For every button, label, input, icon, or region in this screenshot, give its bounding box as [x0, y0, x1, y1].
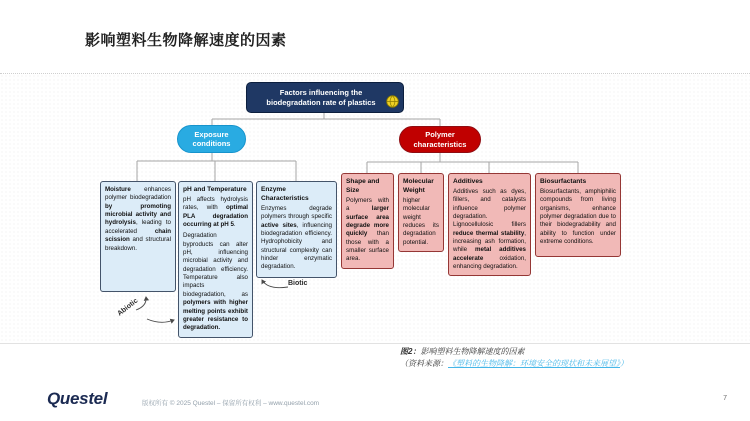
source-link[interactable]: 《塑料的生物降解：环境安全的现状和未来展望》: [448, 358, 620, 368]
moisture-text: Moisture enhances polymer biodegradation by promoting microbial activity and hydrolysis, leading to accelerated chain scission and structural breakdown.: [105, 186, 171, 252]
enzyme-characteristics-box: [256, 181, 337, 278]
abiotic-arrow-right: [147, 319, 174, 322]
shape-size-title: Shape and Size: [346, 178, 380, 194]
biosurfactants-title: Biosurfactants: [540, 178, 587, 185]
shape-size-box: [341, 173, 394, 269]
ph-temperature-title: pH and Temperature: [183, 186, 247, 193]
additives-text: Additives such as dyes, fillers, and catalysts influence polymer degradation. Lignocellulosic fillers reduce thermal stability, increasing ash formation, while metal additives accelerate oxidation, enhancing degradation.: [453, 187, 526, 271]
copyright-text: 版权所有 © 2025 Questel – 保留所有权利 – www.questel.com: [142, 400, 320, 407]
additives-title: Additives: [453, 178, 483, 185]
ph-temperature-box: [178, 181, 253, 338]
shape-size-text: Polymers with a larger surface area degrade more quickly than those with a smaller surface area.: [346, 196, 389, 263]
ph-temperature-text-2: Degradation byproducts can alter pH, influencing microbial activity and degradation efficiency. Temperature also impacts biodegradation, as polymers with higher melting points exhibit greater resistance to degradation.: [183, 232, 248, 332]
page-number: 7: [723, 395, 727, 402]
molecular-weight-text: higher molecular weight reduces its degradation potential.: [403, 196, 439, 246]
caption-line-1: [400, 346, 628, 358]
figure-number: 图2：: [400, 347, 421, 356]
molecular-weight-title: Molecular Weight: [403, 178, 434, 194]
enzyme-characteristics-title: Enzyme Characteristics: [261, 186, 309, 202]
branch-exposure-conditions: Exposure conditions: [177, 125, 246, 153]
enzyme-characteristics-text: Enzymes degrade polymers through specific active sites, influencing biodegradation efficiency. Hydrophobicity and structural complexity can hinder enzymatic degradation.: [261, 204, 332, 271]
caption-line-2: [400, 358, 628, 370]
ph-temperature-text-1: pH affects hydrolysis rates, with optimal PLA degradation occurring at pH 5.: [183, 195, 248, 228]
yellow-ball-icon: [386, 95, 399, 108]
abiotic-label: Abiotic: [116, 297, 140, 318]
additives-box: [448, 173, 531, 276]
diagram-panel: [0, 73, 750, 344]
figure-caption: [400, 346, 628, 369]
root-factor-box: [246, 82, 404, 113]
root-factor-label: Factors influencing the biodegradation rate of plastics: [266, 88, 376, 107]
page-title: 影响塑料生物降解速度的因素: [85, 32, 287, 49]
questel-logo: Questel: [47, 389, 108, 408]
source-suffix: ）: [620, 358, 628, 368]
figure-title: 影响塑料生物降解速度的因素: [420, 347, 525, 356]
source-prefix: （资料来源：: [400, 358, 448, 368]
moisture-box: [100, 181, 176, 292]
biosurfactants-text: Biosurfactants, amphiphilic compounds from living organisms, enhance polymer degradation due to their biodegradability and ability to function under extreme conditions.: [540, 187, 616, 246]
branch-polymer-characteristics: Polymer characteristics: [399, 126, 481, 153]
biotic-label: Biotic: [288, 280, 308, 287]
molecular-weight-box: [398, 173, 444, 252]
biosurfactants-box: [535, 173, 621, 257]
biotic-arrow: [262, 280, 288, 288]
